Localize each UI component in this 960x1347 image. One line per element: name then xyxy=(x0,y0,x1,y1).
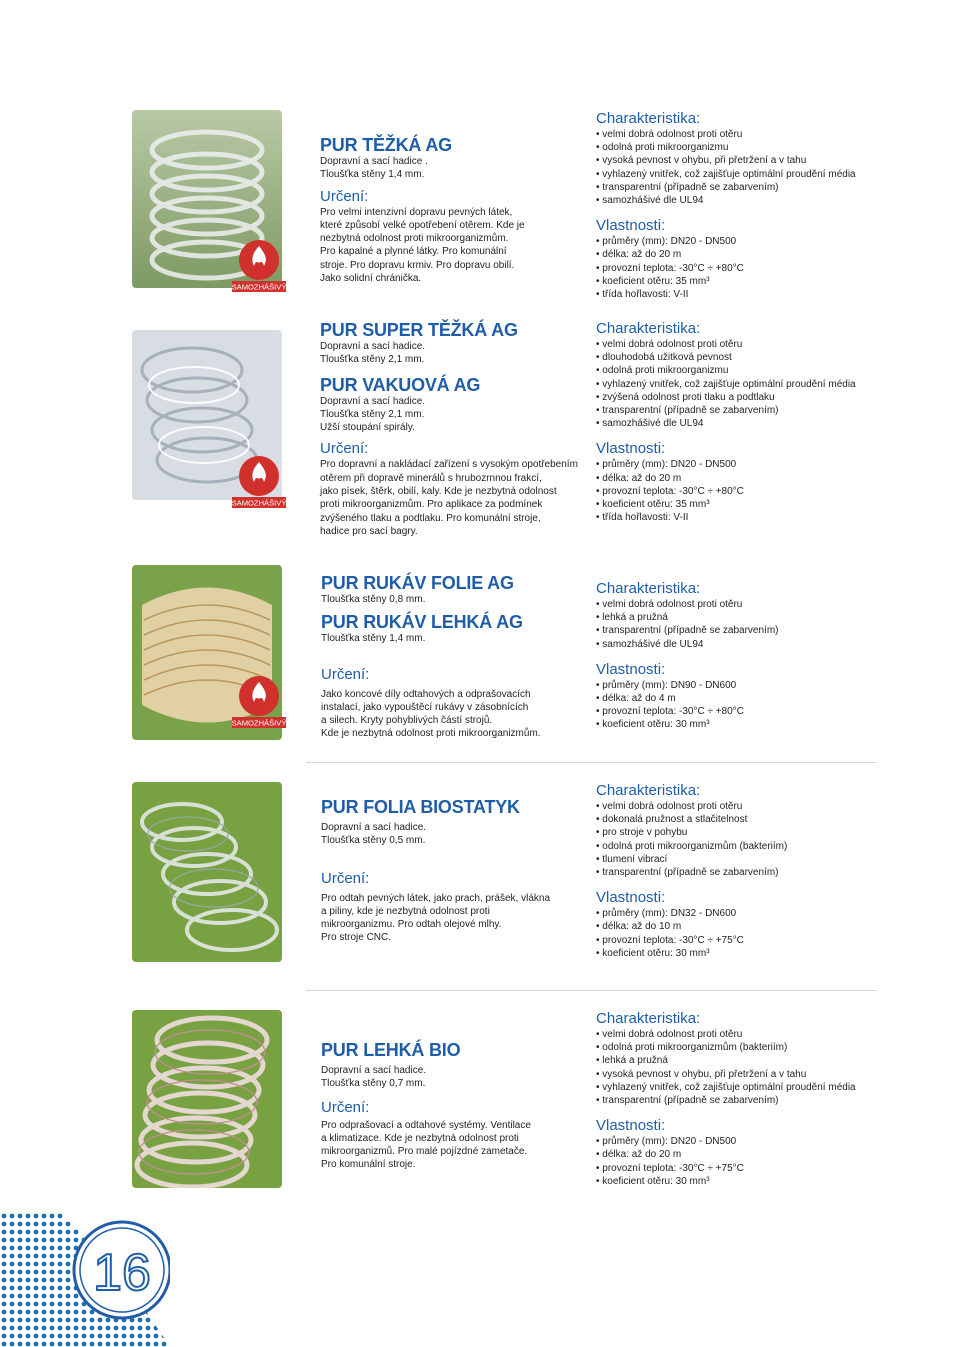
char-item: • lehká a pružná xyxy=(596,1054,956,1067)
char-item: • tlumení vibrací xyxy=(596,853,956,866)
usage-line: proti mikroorganizmům. Pro aplikace za podmínek xyxy=(320,499,543,511)
product-title: PUR FOLIA BIOSTATYK xyxy=(321,797,520,817)
usage-line: mikroorganizmů. Pro malé pojízdné zametače. xyxy=(321,1146,528,1158)
product-info-2 xyxy=(320,320,590,538)
usage-line: Pro komunální stroje. xyxy=(321,1159,416,1171)
usage-line: a klimatizace. Kde je nezbytná odolnost proti xyxy=(321,1132,519,1144)
badge-label: SAMOZHÁŠIVÝ xyxy=(231,718,287,728)
char-heading: Charakteristika: xyxy=(596,782,701,799)
char-item: • odolná proti mikroorganizmu xyxy=(596,364,956,377)
char-heading: Charakteristika: xyxy=(596,320,701,337)
prop-item: • průměry (mm): DN20 - DN500 xyxy=(596,1135,956,1148)
prop-item: • délka: až do 20 m xyxy=(596,248,956,261)
char-item: • vysoká pevnost v ohybu, při přetržení a v tahu xyxy=(596,1068,956,1081)
section-divider xyxy=(306,762,876,763)
product-specs-1 xyxy=(596,110,956,301)
char-item: • samozhášivé dle UL94 xyxy=(596,638,956,651)
product-desc: Tloušťka stěny 0,7 mm. xyxy=(321,1078,426,1090)
char-item: • velmi dobrá odolnost proti otěru xyxy=(596,338,956,351)
props-heading: Vlastnosti: xyxy=(596,889,666,907)
char-item: • odolná proti mikroorganizmu xyxy=(596,141,956,154)
prop-item: • délka: až do 20 m xyxy=(596,472,956,485)
product-info-3 xyxy=(321,573,581,741)
usage-heading: Určení: xyxy=(321,665,370,683)
usage-line: mikroorganizmu. Pro odtah olejové mlhy. xyxy=(321,919,502,931)
product-info-4 xyxy=(321,797,571,945)
prop-item: • provozní teplota: -30°C ÷ +75°C xyxy=(596,934,956,947)
usage-line: Pro odtah pevných látek, jako prach, prášek, vlákna xyxy=(321,892,551,904)
product-title: PUR LEHKÁ BIO xyxy=(321,1040,461,1060)
product-desc: Tloušťka stěny 2,1 mm. xyxy=(320,408,425,420)
char-item: • transparentní (případně se zabarvením) xyxy=(596,181,956,194)
page-number-decoration xyxy=(0,1212,170,1347)
prop-item: • průměry (mm): DN32 - DN600 xyxy=(596,907,956,920)
char-item: • dlouhodobá užitková pevnost xyxy=(596,351,956,364)
product-desc: Užší stoupání spirály. xyxy=(320,422,415,434)
usage-line: Pro odprašovací a odtahové systémy. Ventilace xyxy=(321,1119,531,1131)
usage-line: Pro velmi intenzivní dopravu pevných látek, xyxy=(320,206,513,218)
self-extinguishing-badge xyxy=(230,672,288,730)
badge-label: SAMOZHÁŠIVÝ xyxy=(231,498,287,508)
usage-line: Pro stroje CNC. xyxy=(321,932,392,944)
product-desc: Tloušťka stěny 2,1 mm. xyxy=(320,354,425,366)
product-specs-2 xyxy=(596,320,956,524)
usage-line: Kde je nezbytná odolnost proti mikroorganizmům. xyxy=(321,728,541,740)
props-heading: Vlastnosti: xyxy=(596,440,666,458)
usage-line: stroje. Pro dopravu krmiv. Pro dopravu obilí. xyxy=(320,259,515,271)
char-item: • lehká a pružná xyxy=(596,611,956,624)
char-item: • samozhášivé dle UL94 xyxy=(596,194,956,207)
product-photo-pur-lehka-bio xyxy=(132,1010,282,1188)
prop-item: • koeficient otěru: 30 mm³ xyxy=(596,1175,956,1188)
char-heading: Charakteristika: xyxy=(596,110,701,127)
product-desc: Dopravní a sací hadice . xyxy=(320,156,428,167)
usage-line: Pro kapalné a plynné látky. Pro komunální xyxy=(320,246,507,258)
prop-item: • průměry (mm): DN20 - DN500 xyxy=(596,235,956,248)
usage-line: otěrem při dopravě minerálů s hrubozrnnou frakcí, xyxy=(320,472,542,484)
prop-item: • průměry (mm): DN20 - DN500 xyxy=(596,458,956,471)
usage-heading: Určení: xyxy=(320,187,369,205)
char-item: • odolná proti mikroorganizmům (bakteriím) xyxy=(596,1041,956,1054)
prop-item: • třída hořlavosti: V-II xyxy=(596,288,956,301)
char-item: • zvýšená odolnost proti tlaku a podtlaku xyxy=(596,391,956,404)
product-specs-3 xyxy=(596,580,956,732)
char-item: • vyhlazený vnitřek, což zajišťuje optimální proudění média xyxy=(596,1081,956,1094)
prop-item: • koeficient otěru: 35 mm³ xyxy=(596,275,956,288)
product-desc: Dopravní a sací hadice. xyxy=(321,822,427,833)
usage-line: a piliny, kde je nezbytná odolnost proti xyxy=(321,905,490,917)
char-item: • vyhlazený vnitřek, což zajišťuje optimální proudění média xyxy=(596,378,956,391)
char-heading: Charakteristika: xyxy=(596,580,701,597)
product-title-2: PUR VAKUOVÁ AG xyxy=(320,374,481,395)
product-title: PUR SUPER TĚŽKÁ AG xyxy=(320,320,518,340)
prop-item: • délka: až do 20 m xyxy=(596,1148,956,1161)
char-item: • vyhlazený vnitřek, což zajišťuje optimální proudění média xyxy=(596,168,956,181)
usage-heading: Určení: xyxy=(321,1098,370,1116)
product-info-5 xyxy=(321,1040,571,1172)
char-item: • velmi dobrá odolnost proti otěru xyxy=(596,598,956,611)
prop-item: • provozní teplota: -30°C ÷ +80°C xyxy=(596,485,956,498)
prop-item: • průměry (mm): DN90 - DN600 xyxy=(596,679,956,692)
usage-line: hadice pro sací bagry. xyxy=(320,525,418,537)
props-heading: Vlastnosti: xyxy=(596,217,666,235)
self-extinguishing-badge xyxy=(230,452,288,510)
char-item: • pro stroje v pohybu xyxy=(596,826,956,839)
prop-item: • délka: až do 4 m xyxy=(596,692,956,705)
char-item: • samozhášivé dle UL94 xyxy=(596,417,956,430)
prop-item: • koeficient otěru: 30 mm³ xyxy=(596,947,956,960)
product-desc: Tloušťka stěny 0,5 mm. xyxy=(321,835,426,847)
prop-item: • délka: až do 10 m xyxy=(596,920,956,933)
char-item: • transparentní (případně se zabarvením) xyxy=(596,624,956,637)
char-item: • dokonalá pružnost a stlačitelnost xyxy=(596,813,956,826)
product-title: PUR TĚŽKÁ AG xyxy=(320,135,452,155)
section-divider xyxy=(306,990,876,991)
char-item: • velmi dobrá odolnost proti otěru xyxy=(596,800,956,813)
product-specs-5 xyxy=(596,1010,956,1188)
props-heading: Vlastnosti: xyxy=(596,1117,666,1135)
prop-item: • třída hořlavosti: V-II xyxy=(596,511,956,524)
self-extinguishing-badge xyxy=(230,236,288,294)
product-desc: Dopravní a sací hadice. xyxy=(320,341,426,352)
product-desc: Tloušťka stěny 1,4 mm. xyxy=(320,169,425,181)
product-title: PUR RUKÁV FOLIE AG xyxy=(321,573,514,593)
char-item: • transparentní (případně se zabarvením) xyxy=(596,1094,956,1107)
char-item: • odolná proti mikroorganizmům (bakteriím) xyxy=(596,840,956,853)
product-desc: Dopravní a sací hadice. xyxy=(320,395,426,407)
char-heading: Charakteristika: xyxy=(596,1010,701,1027)
product-info-1 xyxy=(320,135,570,285)
product-desc: Dopravní a sací hadice. xyxy=(321,1065,427,1076)
prop-item: • koeficient otěru: 30 mm³ xyxy=(596,718,956,731)
usage-line: instalací, jako vypouštěcí rukávy v zásobnících xyxy=(321,701,529,713)
char-item: • transparentní (případně se zabarvením) xyxy=(596,404,956,417)
prop-item: • provozní teplota: -30°C ÷ +80°C xyxy=(596,262,956,275)
usage-line: nezbytná odolnost proti mikroorganizmům. xyxy=(320,233,509,245)
prop-item: • koeficient otěru: 35 mm³ xyxy=(596,498,956,511)
char-item: • vysoká pevnost v ohybu, při přetržení a v tahu xyxy=(596,154,956,167)
usage-line: které způsobí velké opotřebení otěrem. Kde je xyxy=(320,219,525,231)
page-number: 16 xyxy=(93,1244,151,1302)
product-title-2: PUR RUKÁV LEHKÁ AG xyxy=(321,612,523,633)
char-item: • transparentní (případně se zabarvením) xyxy=(596,866,956,879)
usage-line: zvýšeného tlaku a podtlaku. Pro komunální stroje, xyxy=(320,512,541,524)
usage-line: Jako solidní chránička. xyxy=(320,273,422,285)
usage-line: Pro dopravní a nakládací zařízení s vysokým opotřebením xyxy=(320,459,578,471)
props-heading: Vlastnosti: xyxy=(596,660,666,678)
char-item: • velmi dobrá odolnost proti otěru xyxy=(596,1028,956,1041)
product-specs-4 xyxy=(596,782,956,960)
prop-item: • provozní teplota: -30°C ÷ +75°C xyxy=(596,1162,956,1175)
product-desc: Tloušťka stěny 1,4 mm. xyxy=(321,633,426,645)
product-desc: Tloušťka stěny 0,8 mm. xyxy=(321,594,426,605)
usage-line: Jako koncové díly odtahových a odprašovacích xyxy=(321,688,531,700)
product-photo-pur-folia-biostatyk xyxy=(132,782,282,962)
usage-line: jako písek, štěrk, obilí, kaly. Kde je nezbytná odolnost xyxy=(320,486,557,498)
prop-item: • provozní teplota: -30°C ÷ +80°C xyxy=(596,705,956,718)
badge-label: SAMOZHÁŠIVÝ xyxy=(231,282,287,292)
usage-heading: Určení: xyxy=(321,869,370,887)
char-item: • velmi dobrá odolnost proti otěru xyxy=(596,128,956,141)
usage-line: a silech. Kryty pohyblivých částí strojů. xyxy=(321,715,493,727)
usage-heading: Určení: xyxy=(320,440,369,458)
